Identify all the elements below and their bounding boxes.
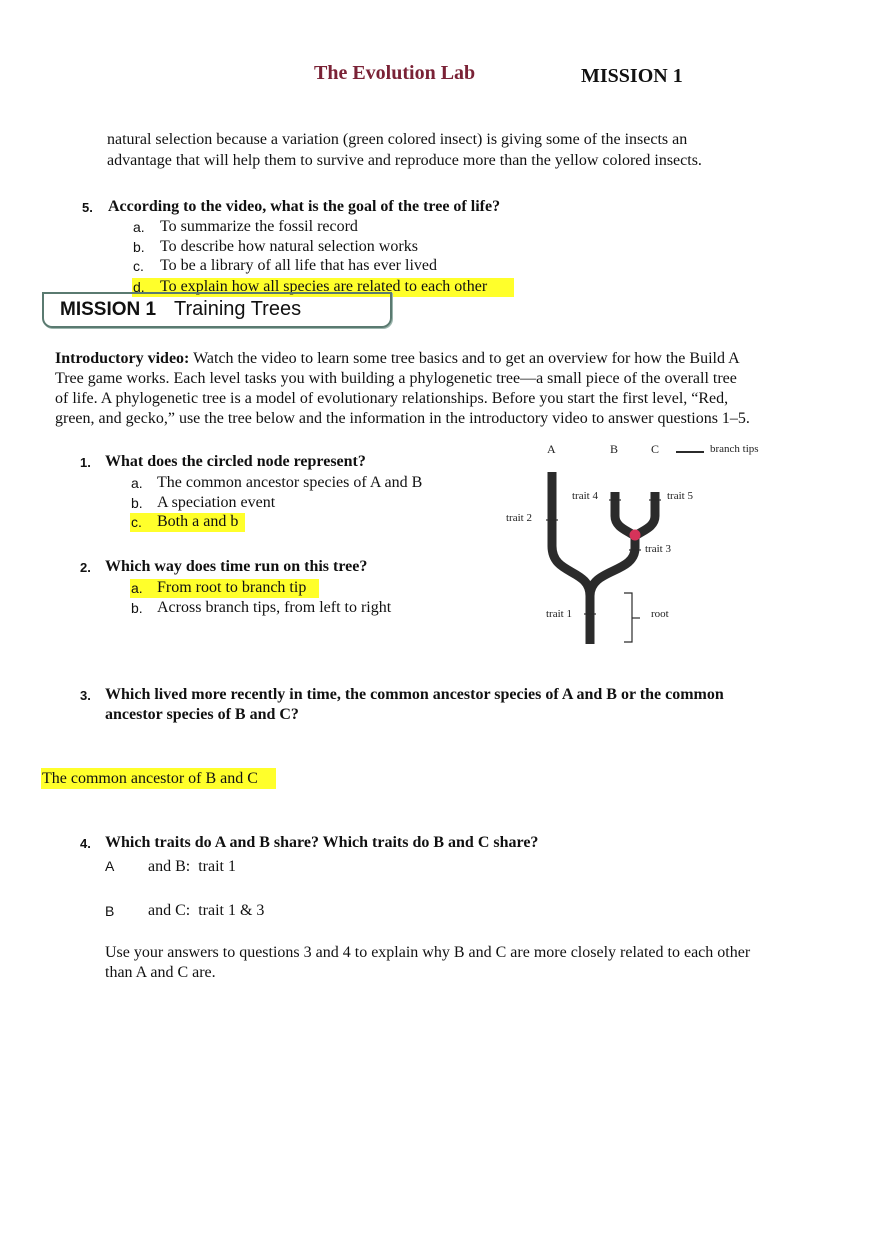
option-text: The common ancestor species of A and B — [157, 474, 423, 491]
highlighted-node — [630, 530, 641, 541]
brand-title: The Evolution Lab — [314, 62, 476, 84]
q4-row2-text: and C: trait 1 & 3 — [148, 902, 265, 919]
intro-line-2: advantage that will help them to survive and reproduce more than the yellow colored insects. — [107, 152, 702, 169]
option-letter: b. — [131, 495, 143, 511]
option-text: To describe how natural selection works — [160, 238, 418, 255]
mission-banner-title: Training Trees — [174, 298, 302, 320]
q5-question: According to the video, what is the goal of the tree of life? — [108, 198, 501, 215]
q1-question: What does the circled node represent? — [105, 453, 366, 470]
branch-to-node — [590, 535, 635, 596]
option-text: Across branch tips, from left to right — [157, 599, 392, 616]
q4-question: Which traits do A and B share? Which traits do B and C share? — [105, 834, 539, 851]
option-text: To be a library of all life that has ever lived — [160, 257, 437, 274]
introductory-line-1 — [55, 348, 740, 369]
option-letter: a. — [131, 580, 143, 596]
tip-c-label: C — [651, 442, 660, 456]
branch-tips-label: branch tips — [710, 443, 759, 455]
mission-banner — [42, 292, 392, 328]
q4-number: 4. — [80, 836, 91, 851]
q5-option-c — [133, 257, 437, 276]
option-text: To explain how all species are related to each other — [160, 278, 488, 295]
q4-row2-letter: B — [105, 903, 115, 919]
trait3-label: trait 3 — [645, 543, 671, 555]
q4-row1-letter: A — [105, 858, 115, 874]
mission-banner-label: MISSION 1 — [60, 299, 157, 320]
option-text: Both a and b — [157, 513, 239, 530]
q2-question: Which way does time run on this tree? — [105, 558, 368, 575]
option-text: A speciation event — [157, 494, 276, 511]
q2-number: 2. — [80, 560, 91, 575]
q2-option-a — [131, 579, 307, 598]
trait-ticks — [546, 500, 661, 614]
q4-row1-text: and B: trait 1 — [148, 858, 236, 875]
q4-followup-line-1: Use your answers to questions 3 and 4 to explain why B and C are more closely related to each other — [105, 944, 751, 961]
q2-option-b — [131, 599, 392, 618]
option-text: From root to branch tip — [157, 579, 307, 596]
introductory-line-4: green, and gecko,” use the tree below and the information in the introductory video to answer questions 1–5. — [55, 410, 750, 427]
q3-answer: The common ancestor of B and C — [42, 770, 258, 787]
trait4-label: trait 4 — [572, 490, 598, 502]
option-text: To summarize the fossil record — [160, 218, 358, 235]
q3-question-line-2: ancestor species of B and C? — [105, 706, 299, 723]
introductory-label: Introductory video: — [55, 350, 190, 367]
trait5-label: trait 5 — [667, 490, 693, 502]
root-label: root — [651, 608, 669, 620]
q3-question-line-1: Which lived more recently in time, the common ancestor species of A and B or the common — [105, 686, 724, 703]
q1-number: 1. — [80, 455, 91, 470]
q1-option-a — [131, 474, 423, 493]
trait1-label: trait 1 — [546, 608, 572, 620]
tree-svg — [500, 438, 780, 650]
q4-followup-line-2: than A and C are. — [105, 964, 216, 981]
intro-line-1: natural selection because a variation (green colored insect) is giving some of the insects an — [107, 131, 688, 148]
phylogenetic-tree-diagram — [500, 438, 780, 650]
option-letter: d. — [133, 279, 145, 295]
q5-option-a — [133, 218, 358, 237]
q3-number: 3. — [80, 688, 91, 703]
option-letter: c. — [131, 514, 142, 530]
introductory-line-3: of life. A phylogenetic tree is a model of evolutionary relationships. Before you start the first level, “Red, — [55, 390, 729, 407]
option-letter: a. — [133, 219, 145, 235]
q1-option-b — [131, 494, 276, 513]
option-letter: b. — [131, 600, 143, 616]
option-letter: b. — [133, 239, 145, 255]
option-letter: c. — [133, 258, 144, 274]
q1-option-c — [131, 513, 239, 532]
option-letter: a. — [131, 475, 143, 491]
q5-number: 5. — [82, 200, 93, 215]
introductory-lead: Watch the video to learn some tree basics and to get an overview for how the Build A — [189, 350, 740, 367]
tip-b-label: B — [610, 442, 619, 456]
tip-a-label: A — [547, 442, 556, 456]
q5-option-b — [133, 238, 418, 257]
introductory-line-2: Tree game works. Each level tasks you with building a phylogenetic tree—a small piece of the overall tree — [55, 370, 737, 387]
trait2-label: trait 2 — [506, 512, 532, 524]
mission-heading: MISSION 1 — [581, 65, 683, 87]
root-bracket — [624, 593, 632, 642]
